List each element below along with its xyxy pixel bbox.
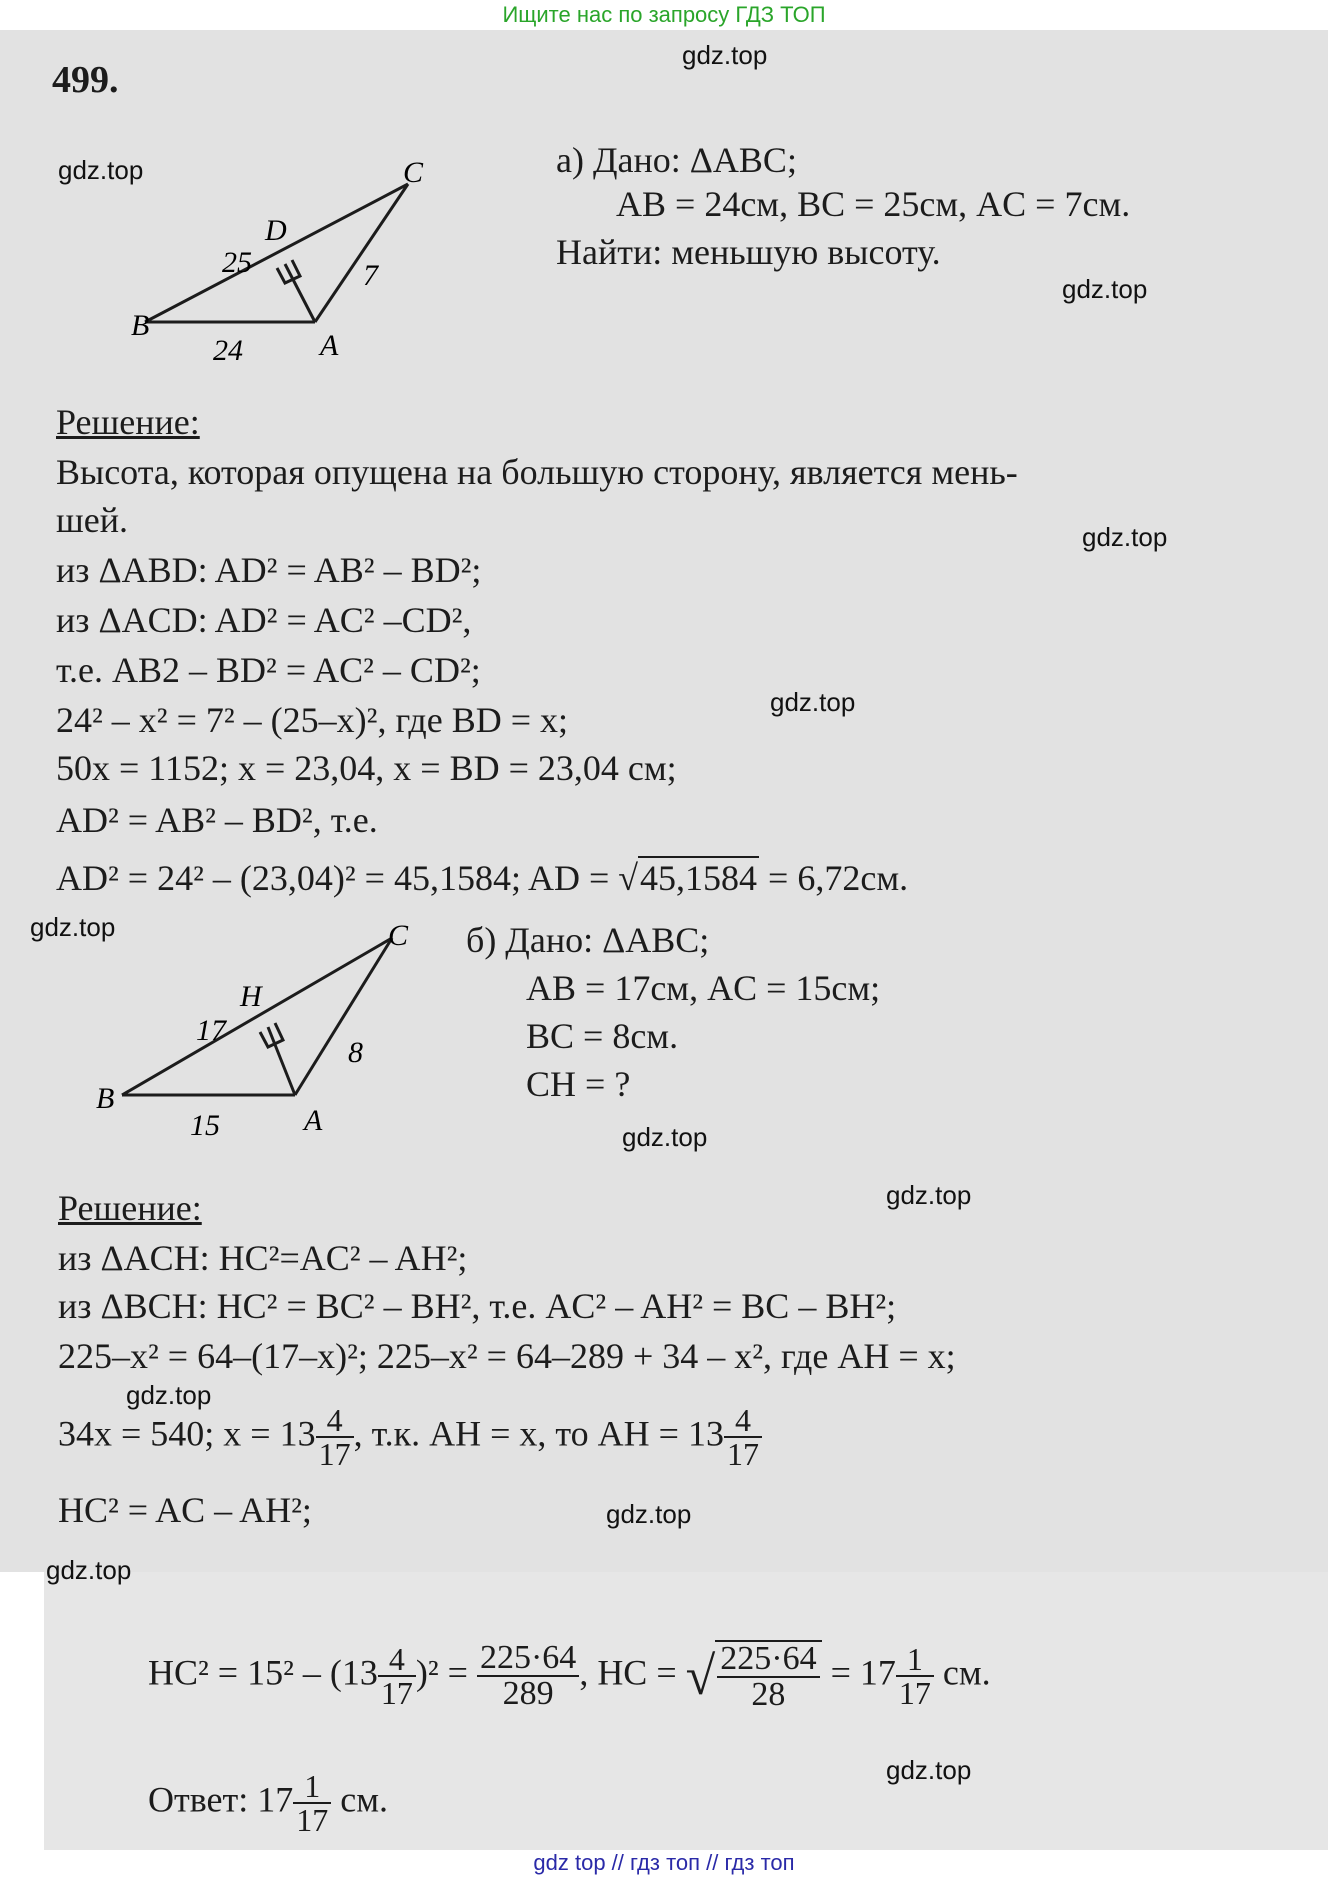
watermark: gdz.top [886,1755,972,1785]
fraction-denominator: 17 [896,1675,934,1709]
answer-unit: см. [340,1779,388,1820]
given-a-line1: а) Дано: ΔABC; [556,140,797,180]
bottom-footer: gdz top // гдз топ // гдз топ [533,1850,795,1875]
problem-number: 499. [52,59,119,101]
solution-a-line4: 24² – x² = 7² – (25–x)², где BD = x; [56,700,569,740]
point-h-label: H [240,980,262,1013]
point-d-label: D [265,214,287,247]
fraction-numerator: 225·64 [720,1640,817,1677]
equation-squared: )² = [415,1652,468,1693]
solution-a-line5: 50x = 1152; x = 23,04, x = BD = 23,04 см; [56,748,677,788]
given-b-line2: AB = 17см, AC = 15см; [526,968,881,1008]
fraction-denominator: 17 [378,1675,416,1709]
solution-a-text2: шей. [56,500,128,540]
solution-b-line4 [58,1404,762,1470]
side-bc [145,184,408,322]
triangle-diagram-a [125,160,455,370]
fraction-denominator: 17 [724,1436,762,1470]
length-bd-label: 25 [222,246,252,279]
watermark: gdz.top [622,1122,708,1152]
vertex-b-label: B [131,309,150,342]
watermark: gdz.top [58,155,144,185]
fraction-denominator: 289 [477,1675,579,1711]
vertex-c-label: C [388,920,409,952]
vertex-a-label: A [304,1104,323,1137]
watermark: gdz.top [30,912,116,942]
length-ba-label: 15 [190,1109,220,1142]
equation-unit: см. [942,1652,991,1693]
solution-a-line1: из ΔABD: AD² = AB² – BD²; [56,550,482,590]
fraction-numerator: 4 [734,1402,751,1438]
fraction-denominator: 17 [293,1802,331,1836]
solution-a-text1: Высота, которая опущена на большую сторону, является мень- [56,452,1018,492]
vertex-c-label: C [403,160,424,189]
final-equation [148,1640,991,1712]
solution-b-line3: 225–x² = 64–(17–x)²; 225–x² = 64–289 + 34 – x², где AH = x; [58,1336,956,1376]
watermark: gdz.top [682,40,768,70]
fraction-numerator: 225·64 [479,1639,577,1676]
solution-a-line2: из ΔACD: AD² = AC² –CD², [56,600,472,640]
sqrt-sign: √ [685,1646,716,1706]
watermark: gdz.top [1062,274,1148,304]
solution-b-line4-mid: , т.к. AH = x, то AH = 13 [353,1413,724,1454]
side-ac [295,938,392,1095]
sqrt-radicand: 45,1584 [640,858,758,898]
fraction-denominator: 17 [316,1436,354,1470]
given-b-line1: б) Дано: ΔABC; [466,920,710,960]
length-ac-label: 7 [363,259,378,292]
fraction-denominator: 28 [717,1676,819,1712]
side-ac [315,184,408,322]
answer-line [148,1770,388,1836]
triangle-diagram-b [92,920,432,1145]
fraction-numerator: 4 [388,1641,405,1677]
solution-a-title: Решение: [56,402,200,442]
watermark: gdz.top [886,1180,972,1210]
fraction-numerator: 1 [304,1768,321,1804]
solution-b-line2: из ΔBCH: HC² = BC² – BH², т.е. AC² – AH² = BC – BH²; [58,1286,897,1326]
side-bc [122,938,392,1095]
length-ba-label: 24 [213,334,243,367]
watermark: gdz.top [606,1499,692,1529]
equation-start: HC² = 15² – (13 [148,1652,378,1693]
watermark: gdz.top [126,1380,212,1410]
fraction-numerator: 4 [326,1402,343,1438]
answer-label: Ответ: 17 [148,1779,294,1820]
vertex-b-label: B [96,1082,115,1115]
solution-a-line3: т.е. AB2 – BD² = AC² – CD²; [56,650,481,690]
watermark: gdz.top [1082,522,1168,552]
fraction-numerator: 1 [906,1641,923,1677]
given-a-find: Найти: меньшую высоту. [556,232,941,272]
given-a-line2: AB = 24см, BC = 25см, AC = 7см. [616,184,1131,224]
top-banner: Ищите нас по запросу ГДЗ ТОП [502,2,826,27]
vertex-a-label: A [320,329,339,362]
given-b-line4: CH = ? [526,1064,631,1104]
solution-b-line4-start: 34x = 540; x = 13 [58,1413,316,1454]
solution-b-line1: из ΔACH: HC²=AC² – AH²; [58,1238,468,1278]
length-bh-label: 17 [196,1014,226,1047]
equation-result: = 17 [830,1652,896,1693]
given-b-line3: BC = 8см. [526,1016,679,1056]
length-ac-label: 8 [348,1036,363,1069]
solution-b-line5: HC² = AC – AH²; [58,1490,312,1530]
solution-a-line7-start: AD² = 24² – (23,04)² = 45,1584; AD = √ [56,858,639,898]
equation-hc: , HC = [579,1652,677,1693]
solution-a-line7 [56,856,908,900]
solution-b-title: Решение: [58,1188,202,1228]
solution-a-line7-end: = 6,72см. [759,858,909,898]
watermark: gdz.top [770,687,856,717]
solution-a-line6: AD² = AB² – BD², т.е. [56,800,378,840]
watermark: gdz.top [46,1555,132,1585]
